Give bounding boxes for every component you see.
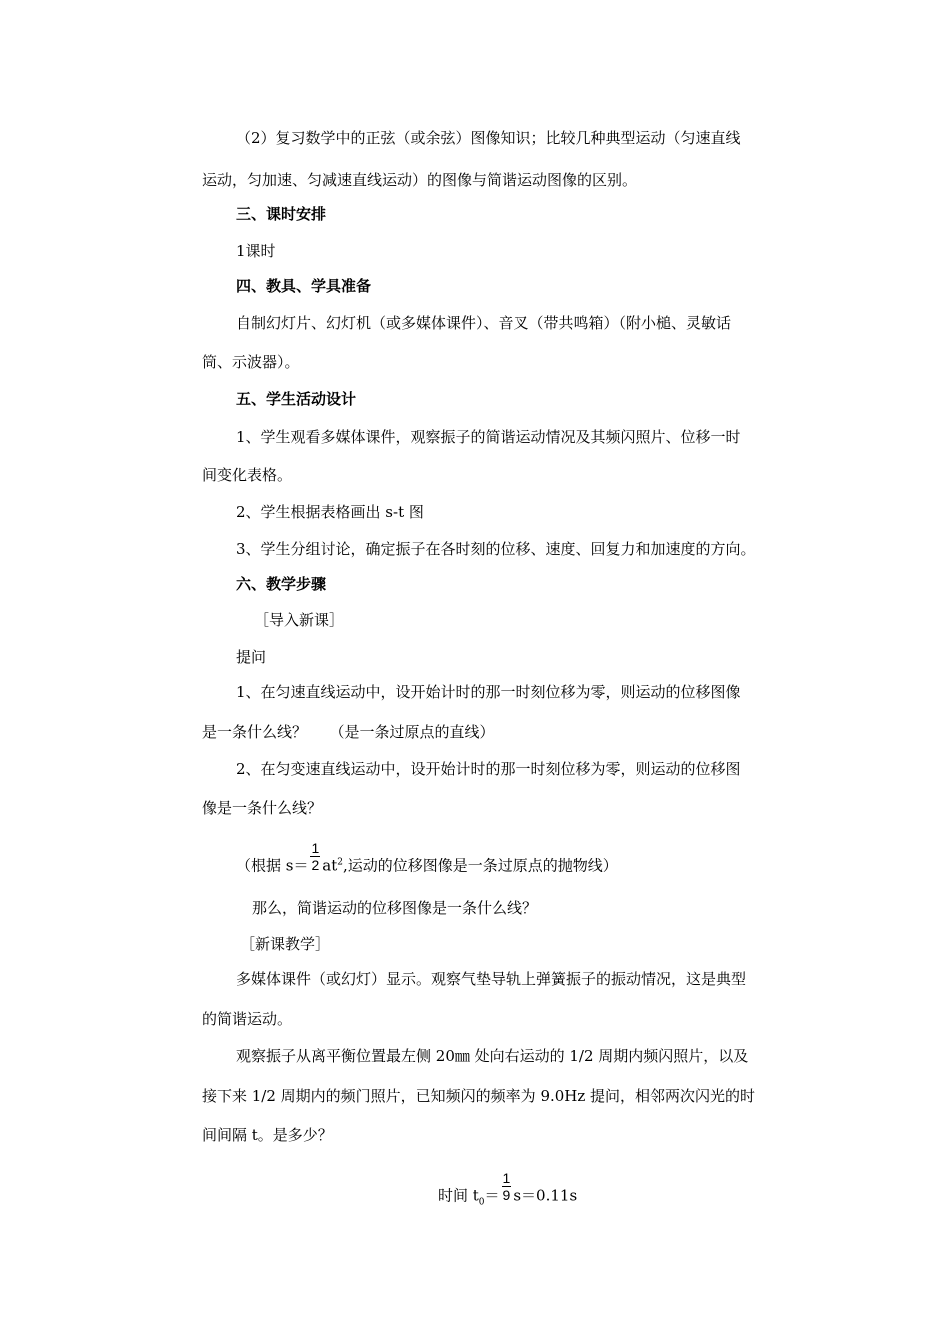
para-activity1-line1: 1、学生观看多媒体课件，观察振子的简谐运动情况及其频闪照片、位移一时 — [236, 428, 741, 446]
time-equals: ＝ — [484, 1186, 500, 1205]
para-multimedia-line2: 的简谐运动。 — [202, 1010, 293, 1028]
label-question: 提问 — [236, 648, 267, 666]
text-schedule: 1课时 — [236, 242, 276, 260]
formula-time-interval — [438, 1170, 578, 1213]
fraction-one-ninth — [502, 1170, 512, 1203]
section-intro: ［导入新课］ — [254, 611, 345, 629]
para-observe-line2: 接下来 1/2 周期内的频门照片，已知频闪的频率为 9.0Hz 提问，相邻两次闪光的时 — [202, 1087, 756, 1105]
formula-term: at — [322, 856, 338, 875]
formula-suffix: ,运动的位移图像是一条过原点的抛物线） — [342, 856, 618, 875]
para-equipment-line2: 筒、示波器）。 — [202, 353, 300, 371]
para-question2-line1: 2、在匀变速直线运动中，设开始计时的那一时刻位移为零，则运动的位移图 — [236, 760, 741, 778]
para-question3: 那么，简谐运动的位移图像是一条什么线？ — [252, 899, 538, 917]
time-prefix: 时间 t — [438, 1186, 479, 1205]
time-subscript: 0 — [478, 1197, 485, 1208]
heading-student-activities: 五、学生活动设计 — [236, 390, 357, 408]
heading-equipment: 四、教具、学具准备 — [236, 277, 372, 295]
para-activity3: 3、学生分组讨论，确定振子在各时刻的位移、速度、回复力和加速度的方向。 — [236, 540, 756, 558]
fraction-numerator: 1 — [502, 1170, 511, 1186]
heading-teaching-steps: 六、教学步骤 — [236, 575, 327, 593]
section-new-lesson: ［新课教学］ — [240, 935, 331, 953]
para-equipment-line1: 自制幻灯片、幻灯机（或多媒体课件）、音叉（带共鸣箱）（附小槌、灵敏话 — [236, 314, 732, 332]
para-observe-line3: 间间隔 t。是多少？ — [202, 1126, 333, 1144]
formula-displacement — [236, 840, 618, 883]
para-review-math-line1: （2）复习数学中的正弦（或余弦）图像知识；比较几种典型运动（匀速直线 — [236, 129, 741, 147]
para-question1-line1: 1、在匀速直线运动中，设开始计时的那一时刻位移为零，则运动的位移图像 — [236, 683, 741, 701]
para-review-math-line2: 运动，匀加速、匀减速直线运动）的图像与简谐运动图像的区别。 — [202, 171, 638, 189]
heading-schedule: 三、课时安排 — [236, 205, 327, 223]
formula-exponent: 2 — [337, 857, 343, 868]
fraction-one-half — [310, 840, 320, 873]
para-question1-line2: 是一条什么线？ （是一条过原点的直线） — [202, 723, 495, 741]
para-multimedia-line1: 多媒体课件（或幻灯）显示。观察气垫导轨上弹簧振子的振动情况，这是典型 — [236, 970, 747, 988]
para-observe-line1: 观察振子从离平衡位置最左侧 20㎜ 处向右运动的 1/2 周期内频闪照片，以及 — [236, 1047, 749, 1065]
fraction-numerator: 1 — [311, 840, 320, 856]
para-question2-line2: 像是一条什么线？ — [202, 799, 323, 817]
para-activity1-line2: 间变化表格。 — [202, 466, 293, 484]
fraction-denominator: 9 — [502, 1187, 511, 1203]
fraction-denominator: 2 — [311, 857, 320, 873]
para-activity2: 2、学生根据表格画出 s-t 图 — [236, 503, 424, 521]
time-result: s＝0.11s — [513, 1186, 578, 1205]
formula-prefix: （根据 s＝ — [236, 856, 309, 875]
